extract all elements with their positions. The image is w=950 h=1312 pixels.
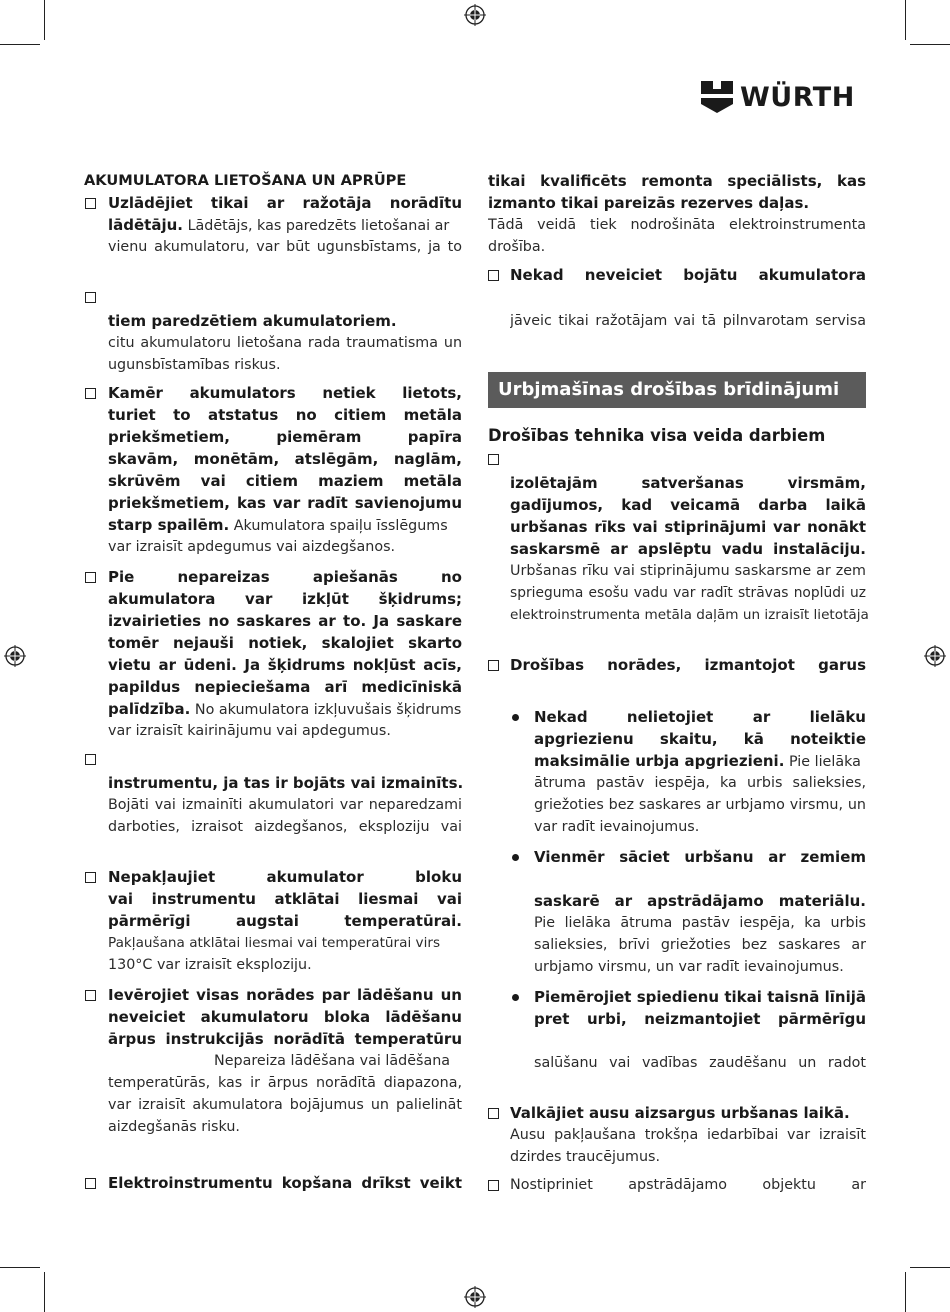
item-text: skrūvēm vai citiem maziem metāla	[108, 472, 462, 490]
crop-mark	[44, 0, 45, 40]
item-text: pārmērīgi augstai temperatūrai.	[108, 912, 462, 930]
item-text: drošība.	[488, 239, 546, 255]
crop-mark	[905, 1272, 906, 1312]
item-text: Valkājiet ausu aizsargus urbšanas laikā.	[510, 1104, 850, 1122]
checkbox-icon	[85, 990, 96, 1001]
item-text: salūšanu vai vadības zaudēšanu un radot	[534, 1055, 866, 1071]
item-text: Nekad neveiciet bojātu akumulatora	[510, 266, 866, 284]
item-text: Drošības norādes, izmantojot garus	[510, 656, 866, 674]
item-text	[108, 514, 448, 536]
bullet-icon	[512, 714, 519, 721]
item-text: Uzlādējiet tikai ar ražotāja norādītu	[108, 194, 462, 212]
item-text: 130°C var izraisīt eksploziju.	[108, 957, 312, 973]
item-text: jāveic tikai ražotājam vai tā pilnvarotam servisa	[510, 313, 866, 329]
checkbox-icon	[488, 660, 499, 671]
brand-wordmark: WÜRTH	[740, 81, 855, 113]
item-text: Urbšanas rīku vai stiprinājumu saskarsme ar zem	[510, 563, 866, 579]
item-text: apgriezienu skaitu, kā noteiktie	[534, 730, 866, 748]
item-text: pret urbi, neizmantojiet pārmērīgu	[534, 1010, 866, 1028]
item-text: Nepakļaujiet akumulator bloku	[108, 868, 462, 886]
item-text: sprieguma esošu vadu var radīt strāvas noplūdi uz	[510, 585, 866, 601]
checkbox-icon	[488, 1180, 499, 1191]
item-text: dzirdes traucējumus.	[510, 1149, 661, 1165]
item-text: urbjamo virsmu, un var radīt ievainojumus.	[534, 959, 844, 975]
item-text: instrumentu, ja tas ir bojāts vai izmainīts.	[108, 774, 464, 792]
item-text: Pakļaušana atklātai liesmai vai temperatūrai virs	[108, 935, 441, 951]
item-text: var izraisīt kairinājumu vai apdegumus.	[108, 723, 391, 739]
item-text: Piemērojiet spiedienu tikai taisnā līnijā	[534, 988, 866, 1006]
item-text: tiem paredzētiem akumulatoriem.	[108, 312, 397, 330]
crop-mark	[910, 1267, 950, 1268]
checkbox-icon	[85, 1178, 96, 1189]
item-text: Ausu pakļaušana trokšņa iedarbībai var izraisīt	[510, 1127, 866, 1143]
item-text: Ievērojiet visas norādes par lādēšanu un	[108, 986, 462, 1004]
item-text: priekšmetiem, kas var radīt savienojumu	[108, 494, 462, 512]
item-text: Elektroinstrumentu kopšana drīkst veikt	[108, 1174, 462, 1192]
item-text-bold: maksimālie urbja apgriezieni.	[534, 752, 785, 770]
item-text: saskarsmē ar apslēptu vadu instalāciju.	[510, 540, 866, 558]
item-text	[108, 698, 461, 720]
checkbox-icon	[85, 198, 96, 209]
item-text: tikai kvalificēts remonta speciālists, kas	[488, 172, 866, 190]
bullet-icon	[512, 854, 519, 861]
item-text: vietu ar ūdeni. Ja šķidrums nokļūst acīs,	[108, 656, 462, 674]
crop-mark	[910, 44, 950, 45]
checkbox-icon	[85, 388, 96, 399]
item-text: papildus nepieciešama arī medicīniskā	[108, 678, 462, 696]
item-text: elektroinstrumenta metāla daļām un izraisīt lietotāja	[510, 607, 869, 623]
item-text: darboties, izraisot aizdegšanos, eksploziju vai	[108, 819, 462, 835]
section-heading: AKUMULATORA LIETOŠANA UN APRŪPE	[84, 172, 407, 189]
item-text: var radīt ievainojumus.	[534, 819, 700, 835]
section-title-bar: Urbjmašīnas drošības brīdinājumi	[488, 372, 866, 408]
item-text: ugunsbīstamības riskus.	[108, 357, 281, 373]
item-text-normal: Lādētājs, kas paredzēts lietošanai ar	[187, 218, 450, 234]
item-text: Pie lielāka ātruma pastāv iespēja, ka urbis	[534, 915, 866, 931]
checkbox-icon	[488, 1108, 499, 1119]
item-text: Nostipriniet apstrādājamo objektu ar	[510, 1177, 866, 1193]
item-text-bold: lādētāju.	[108, 216, 183, 234]
item-text: temperatūrās, kas ir ārpus norādītā diapazona,	[108, 1075, 462, 1091]
item-text: Pie nepareizas apiešanās no	[108, 568, 462, 586]
item-text-normal: Akumulatora spaiļu īsslēgums	[233, 518, 448, 534]
item-text: ātruma pastāv iespēja, ka urbis salieksies,	[534, 775, 866, 791]
checkbox-icon	[85, 754, 96, 765]
item-text: urbšanas rīks vai stiprinājumi var nonākt	[510, 518, 866, 536]
crop-mark	[44, 1272, 45, 1312]
registration-mark-icon	[924, 645, 946, 667]
item-text: priekšmetiem, piemēram papīra	[108, 428, 462, 446]
item-text: Vienmēr sāciet urbšanu ar zemiem	[534, 848, 866, 866]
item-text	[108, 214, 449, 236]
item-text: vienu akumulatoru, var būt ugunsbīstams, ja to	[108, 239, 462, 255]
item-text: vai instrumentu atklātai liesmai vai	[108, 890, 462, 908]
checkbox-icon	[488, 270, 499, 281]
crop-mark	[0, 44, 40, 45]
item-text: izolētajām satveršanas virsmām,	[510, 474, 866, 492]
registration-mark-icon	[4, 645, 26, 667]
item-text: salieksies, brīvi griežoties bez saskares ar	[534, 937, 866, 953]
item-text	[534, 750, 861, 772]
item-text: ārpus instrukcijās norādītā temperatūru	[108, 1030, 462, 1048]
item-text: Tādā veidā tiek nodrošināta elektroinstrumenta	[488, 217, 866, 233]
crop-mark	[905, 0, 906, 40]
bullet-icon	[512, 994, 519, 1001]
checkbox-icon	[85, 872, 96, 883]
brand-logo	[700, 80, 855, 114]
registration-mark-icon	[464, 4, 486, 26]
registration-mark-icon	[464, 1286, 486, 1308]
crop-mark	[0, 1267, 40, 1268]
item-text: aizdegšanās risku.	[108, 1119, 240, 1135]
item-text: Bojāti vai izmainīti akumulatori var neparedzami	[108, 797, 462, 813]
item-text-normal: Pie lielāka	[788, 754, 861, 770]
wurth-logo-icon	[700, 80, 734, 114]
item-text: saskarē ar apstrādājamo materiālu.	[534, 892, 866, 910]
checkbox-icon	[85, 572, 96, 583]
item-text-bold: palīdzība.	[108, 700, 191, 718]
item-text: Kamēr akumulators netiek lietots,	[108, 384, 462, 402]
item-text: izvairieties no saskares ar to. Ja saskare	[108, 612, 462, 630]
item-text: Nepareiza lādēšana vai lādēšana	[214, 1053, 451, 1069]
subsection-heading: Drošības tehnika visa veida darbiem	[488, 426, 826, 445]
item-text: gadījumos, kad veicamā darba laikā	[510, 496, 866, 514]
item-text: akumulatora var izkļūt šķidrums;	[108, 590, 462, 608]
item-text: Nekad nelietojiet ar lielāku	[534, 708, 866, 726]
item-text: citu akumulatoru lietošana rada traumatisma un	[108, 335, 462, 351]
item-text: neveiciet akumulatoru bloka lādēšanu	[108, 1008, 462, 1026]
item-text: turiet to atstatus no citiem metāla	[108, 406, 462, 424]
item-text-bold: starp spailēm.	[108, 516, 230, 534]
checkbox-icon	[85, 292, 96, 303]
item-text: var izraisīt akumulatora bojājumus un palielināt	[108, 1097, 462, 1113]
checkbox-icon	[488, 454, 499, 465]
item-text: var izraisīt apdegumus vai aizdegšanos.	[108, 539, 396, 555]
item-text: griežoties bez saskares ar urbjamo virsmu, un	[534, 797, 866, 813]
item-text-normal: No akumulatora izkļuvušais šķidrums	[194, 702, 462, 718]
item-text: izmanto tikai pareizās rezerves daļas.	[488, 194, 810, 212]
item-text: tomēr nejauši notiek, skalojiet skarto	[108, 634, 462, 652]
item-text: skavām, monētām, atslēgām, naglām,	[108, 450, 462, 468]
